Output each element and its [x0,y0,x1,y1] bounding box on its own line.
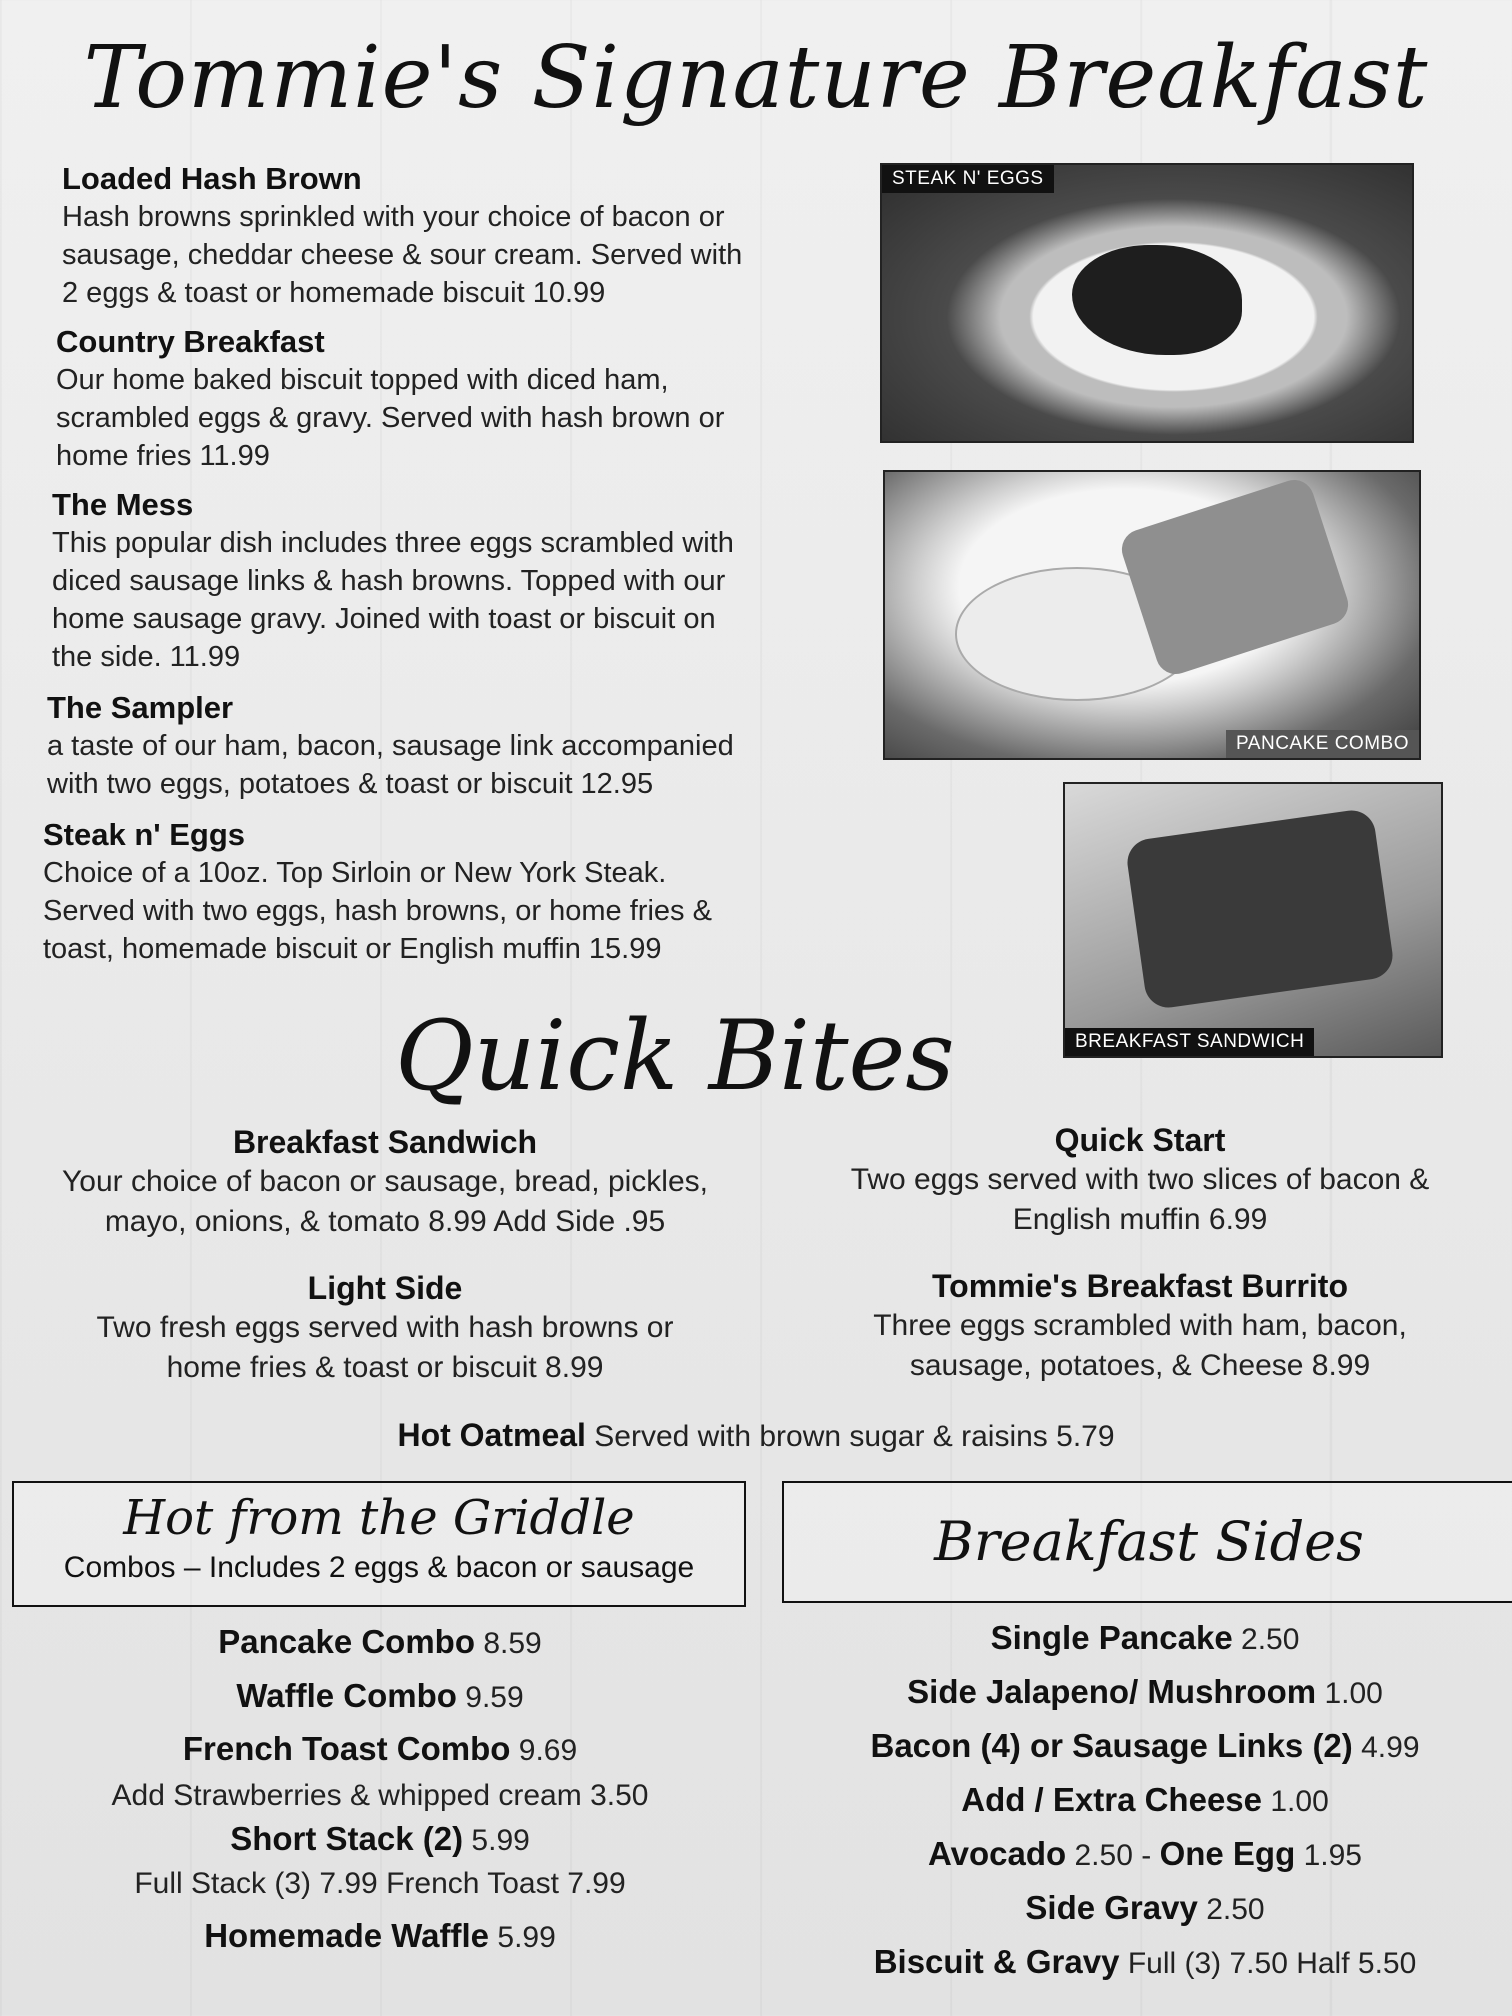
item-price: 8.59 [483,1627,542,1660]
item-name: The Sampler [47,690,234,725]
menu-item-loaded-hash-brown [62,160,862,312]
menu-item-country-breakfast [56,323,856,475]
quick-bite-quick-start [800,1120,1480,1240]
side-item [790,1882,1500,1936]
item-desc-line: Three eggs scrambled with ham, bacon, [873,1309,1407,1342]
item-name: The Mess [52,487,194,522]
item-name: Tommie's Breakfast Burrito [931,1268,1348,1304]
item-desc-line: home fries & toast or biscuit 8.99 [166,1351,604,1384]
item-desc-line: Choice of a 10oz. Top Sirloin or New York Steak. [43,857,667,889]
griddle-note: Full Stack (3) 7.99 French Toast 7.99 [134,1867,626,1900]
item-name: Light Side [307,1270,463,1306]
item-name: Loaded Hash Brown [62,161,362,196]
item-price: 9.59 [465,1681,524,1714]
item-desc-line: sausage, potatoes, & Cheese 8.99 [909,1349,1371,1382]
menu-title: Tommie's Signature Breakfast [83,28,1429,128]
item-desc-line: Two eggs served with two slices of bacon & [850,1163,1430,1196]
item-desc-line: the side. 11.99 [52,641,241,673]
side-item [790,1828,1500,1882]
side-item [790,1774,1500,1828]
item-desc-line: home sausage gravy. Joined with toast or biscuit on [52,603,716,635]
griddle-subtitle: Combos – Includes 2 eggs & bacon or sausage [63,1551,695,1584]
item-price: 1.95 [1303,1839,1362,1872]
side-item [790,1612,1500,1666]
item-price: 1.00 [1270,1785,1329,1818]
quick-bite-breakfast-burrito [800,1266,1480,1386]
item-separator: - [1132,1839,1160,1872]
item-name: Quick Start [1054,1122,1226,1158]
item-desc-line: Hash browns sprinkled with your choice of bacon or [62,201,725,233]
griddle-note: Add Strawberries & whipped cream 3.50 [111,1779,649,1812]
item-name: Biscuit & Gravy [873,1943,1120,1980]
item-price: 5.99 [471,1824,530,1857]
photo-caption: STEAK N' EGGS [882,165,1054,193]
sides-header-box [782,1481,1512,1603]
pancake-combo-photo [883,470,1421,760]
side-item [790,1720,1500,1774]
item-name: One Egg [1159,1835,1296,1872]
item-name: French Toast Combo [182,1730,511,1767]
breakfast-sandwich-photo [1063,782,1443,1058]
item-desc-line: Two fresh eggs served with hash browns or [96,1311,674,1344]
menu-item-steak-n-eggs [43,816,863,968]
item-desc-line: Our home baked biscuit topped with diced ham, [56,364,669,396]
item-price: Full (3) 7.50 Half 5.50 [1127,1947,1417,1980]
item-name: Avocado [928,1835,1067,1872]
item-name: Short Stack (2) [230,1820,464,1857]
griddle-list [20,1616,740,1964]
sandwich-shape [1124,807,1395,1010]
item-name: Single Pancake [990,1619,1233,1656]
item-desc: Served with brown sugar & raisins 5.79 [594,1420,1115,1453]
item-desc-line: scrambled eggs & gravy. Served with hash brown or [56,402,725,434]
item-desc-line: sausage, cheddar cheese & sour cream. Served with [62,239,743,271]
quick-bite-light-side [20,1268,750,1388]
item-desc-line: 2 eggs & toast or homemade biscuit 10.99 [62,277,606,309]
item-desc-line: diced sausage links & hash browns. Topped with our [52,565,726,597]
item-desc-line: with two eggs, potatoes & toast or biscuit 12.95 [47,768,654,800]
item-desc-line: mayo, onions, & tomato 8.99 Add Side .95 [104,1205,666,1238]
steak-n-eggs-photo [880,163,1414,443]
griddle-item [20,1816,740,1864]
item-desc-line: Your choice of bacon or sausage, bread, pickles, [62,1165,708,1198]
item-desc-line: Served with two eggs, hash browns, or home fries & [43,895,712,927]
item-price: 2.50 [1241,1623,1300,1656]
griddle-header-box [12,1481,746,1607]
sides-title: Breakfast Sides [934,1510,1364,1573]
sides-list [790,1612,1500,1990]
griddle-item [20,1910,740,1964]
item-name: Hot Oatmeal [397,1417,586,1453]
item-name: Side Jalapeno/ Mushroom [907,1673,1317,1710]
item-name: Breakfast Sandwich [232,1124,538,1160]
griddle-item [20,1670,740,1724]
item-name: Bacon (4) or Sausage Links (2) [870,1727,1353,1764]
item-name: Side Gravy [1025,1889,1198,1926]
item-name: Add / Extra Cheese [961,1781,1263,1818]
item-name: Homemade Waffle [204,1917,490,1954]
item-name: Waffle Combo [236,1677,457,1714]
griddle-title: Hot from the Griddle [123,1490,635,1546]
menu-item-the-mess [52,486,862,676]
quick-bite-breakfast-sandwich [20,1122,750,1242]
item-name: Steak n' Eggs [43,817,246,852]
item-desc-line: home fries 11.99 [56,440,270,472]
quick-bite-hot-oatmeal [0,1415,1512,1457]
item-price: 1.00 [1324,1677,1383,1710]
menu-item-the-sampler [47,689,867,803]
side-item [790,1936,1500,1990]
item-name: Country Breakfast [56,324,325,359]
item-desc-line: This popular dish includes three eggs scrambled with [52,527,734,559]
item-price: 2.50 [1206,1893,1265,1926]
steak-shape [1072,245,1242,355]
bacon-shape [1117,475,1354,679]
griddle-item [20,1616,740,1670]
item-price: 2.50 [1074,1839,1133,1872]
side-item [790,1666,1500,1720]
photo-caption: BREAKFAST SANDWICH [1065,1028,1314,1056]
photo-caption: PANCAKE COMBO [1226,730,1419,758]
item-desc-line: toast, homemade biscuit or English muffin 15.99 [43,933,662,965]
item-desc-line: English muffin 6.99 [1012,1203,1268,1236]
item-price: 9.69 [518,1734,578,1767]
item-price: 4.99 [1361,1731,1420,1764]
quick-bites-title: Quick Bites [395,1000,955,1112]
item-price: 5.99 [497,1921,556,1954]
item-desc-line: a taste of our ham, bacon, sausage link accompanied [47,730,734,762]
item-name: Pancake Combo [218,1623,475,1660]
griddle-item [20,1724,740,1776]
